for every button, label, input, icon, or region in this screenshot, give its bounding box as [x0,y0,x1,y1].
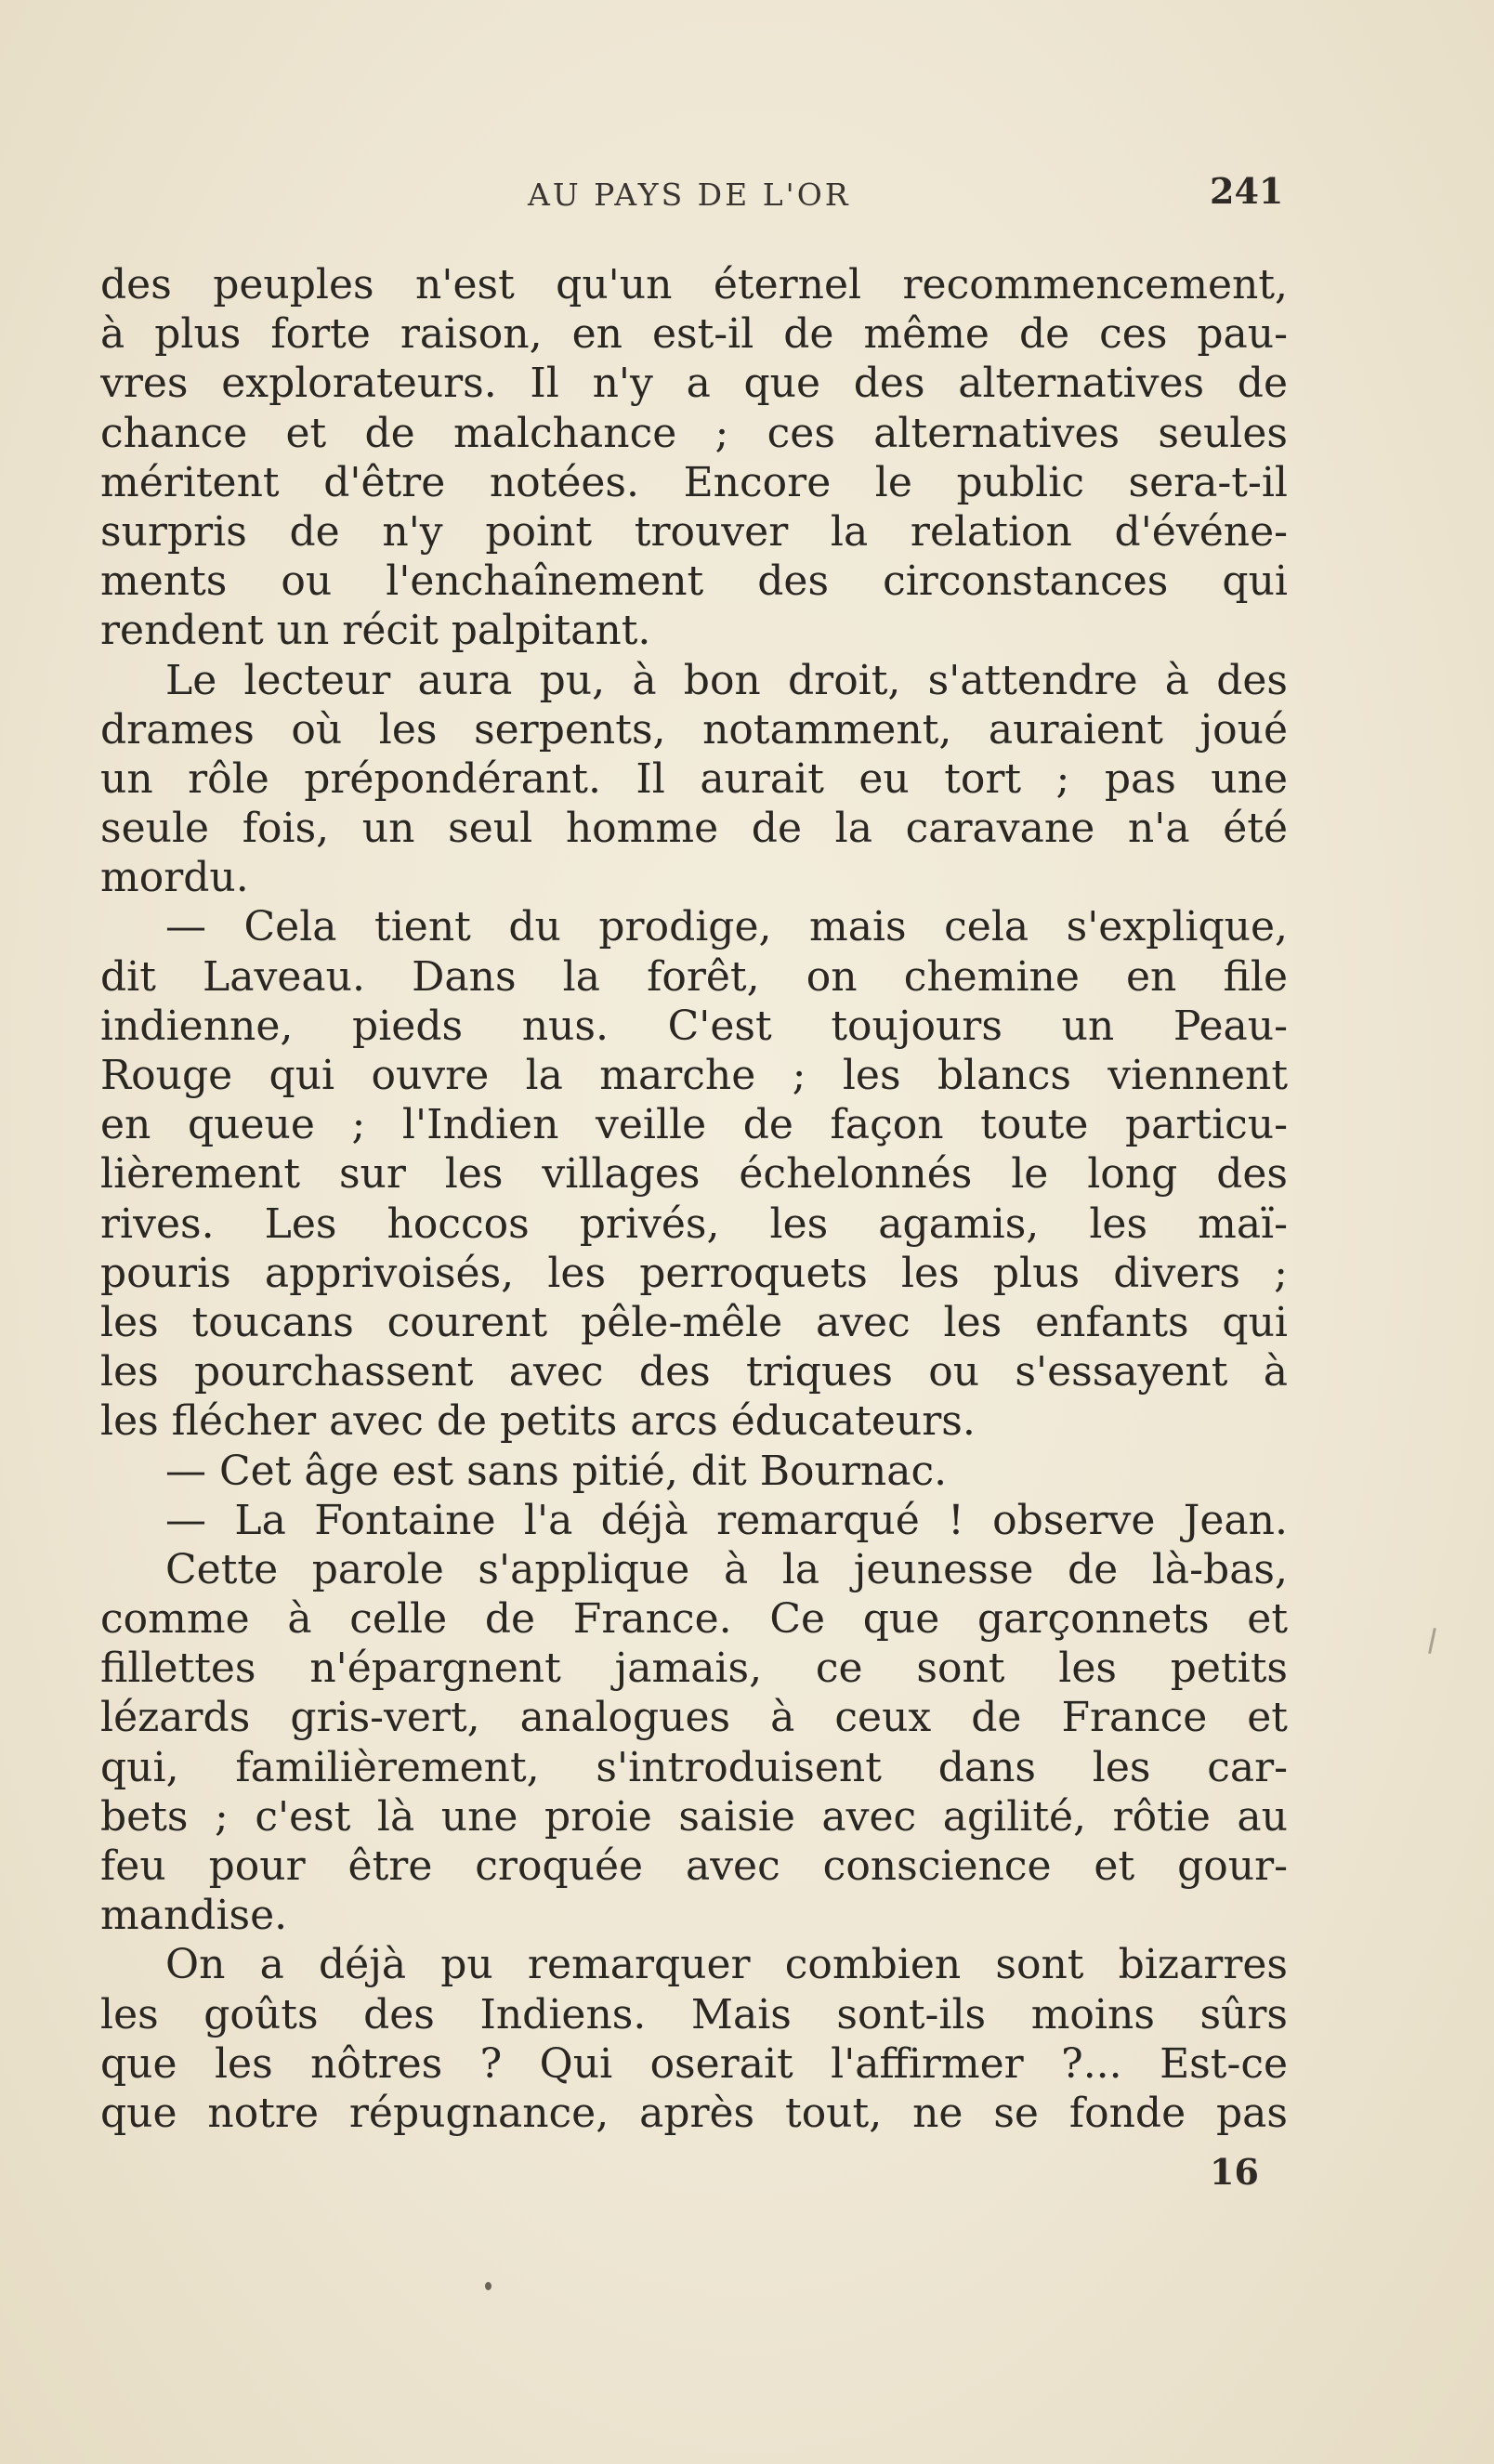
text-line: pouris apprivoisés, les perroquets les plus divers ; [100,1249,1288,1297]
text-line: rendent un récit palpitant. [100,607,651,655]
ink-speck [485,2282,491,2290]
text-line: des peuples n'est qu'un éternel recommencement, [100,261,1288,308]
text-line: fillettes n'épargnent jamais, ce sont les petits [100,1645,1288,1693]
text-line: bets ; c'est là une proie saisie avec agilité, rôtie au [100,1792,1288,1841]
text-line: mandise. [100,1892,288,1940]
text-line: Cette parole s'applique à la jeunesse de là-bas, [165,1545,1288,1593]
text-line: lézards gris-vert, analogues à ceux de France et [100,1694,1288,1742]
text-line: — La Fontaine l'a déjà remarqué ! observe Jean. [165,1496,1288,1544]
text-line: — Cet âge est sans pitié, dit Bournac. [165,1447,948,1495]
text-line: les flécher avec de petits arcs éducateurs. [100,1397,976,1446]
signature-mark: 16 [1210,2151,1259,2193]
text-line: les toucans courent pêle-mêle avec les enfants qui [100,1298,1288,1346]
text-line: indienne, pieds nus. C'est toujours un Peau- [100,1002,1288,1050]
text-line: qui, familièrement, s'introduisent dans les car- [100,1743,1288,1791]
text-line: un rôle prépondérant. Il aurait eu tort ; pas une [100,754,1288,803]
text-line: que notre répugnance, après tout, ne se fonde pas [100,2089,1288,2137]
body-text [100,260,1288,2138]
text-line: mordu. [100,854,249,902]
margin-pencil-mark [1428,1628,1436,1654]
text-line: vres explorateurs. Il n'y a que des alternatives de [100,360,1288,408]
text-line: chance et de malchance ; ces alternatives seules [100,409,1288,457]
running-head: AU PAYS DE L'OR [528,177,851,213]
text-line: à plus forte raison, en est-il de même de ces pau- [100,310,1288,359]
text-line: les goûts des Indiens. Mais sont-ils moins sûrs [100,1990,1288,2038]
text-line: que les nôtres ? Qui oserait l'affirmer ?... Est-ce [100,2039,1288,2088]
text-line: drames où les serpents, notamment, auraient joué [100,705,1288,754]
text-line: les pourchassent avec des triques ou s'essayent à [100,1348,1288,1396]
text-line: méritent d'être notées. Encore le public sera-t-il [100,458,1288,506]
text-line: lièrement sur les villages échelonnés le long des [100,1150,1288,1199]
text-line: — Cela tient du prodige, mais cela s'explique, [165,903,1288,951]
text-line: Rouge qui ouvre la marche ; les blancs viennent [100,1052,1288,1099]
text-line: ments ou l'enchaînement des circonstances qui [100,557,1288,606]
text-line: surpris de n'y point trouver la relation d'événe- [100,507,1288,556]
page-number: 241 [1210,170,1284,212]
text-line: feu pour être croquée avec conscience et gour- [100,1842,1288,1890]
text-line: Le lecteur aura pu, à bon droit, s'attendre à des [165,656,1288,704]
text-line: comme à celle de France. Ce que garçonnets et [100,1595,1288,1644]
text-line: On a déjà pu remarquer combien sont bizarres [165,1941,1288,1989]
text-line: en queue ; l'Indien veille de façon toute particu- [100,1101,1288,1149]
text-line: seule fois, un seul homme de la caravane n'a été [100,805,1288,853]
text-line: dit Laveau. Dans la forêt, on chemine en file [100,952,1288,1001]
text-line: rives. Les hoccos privés, les agamis, les maï- [100,1199,1288,1248]
